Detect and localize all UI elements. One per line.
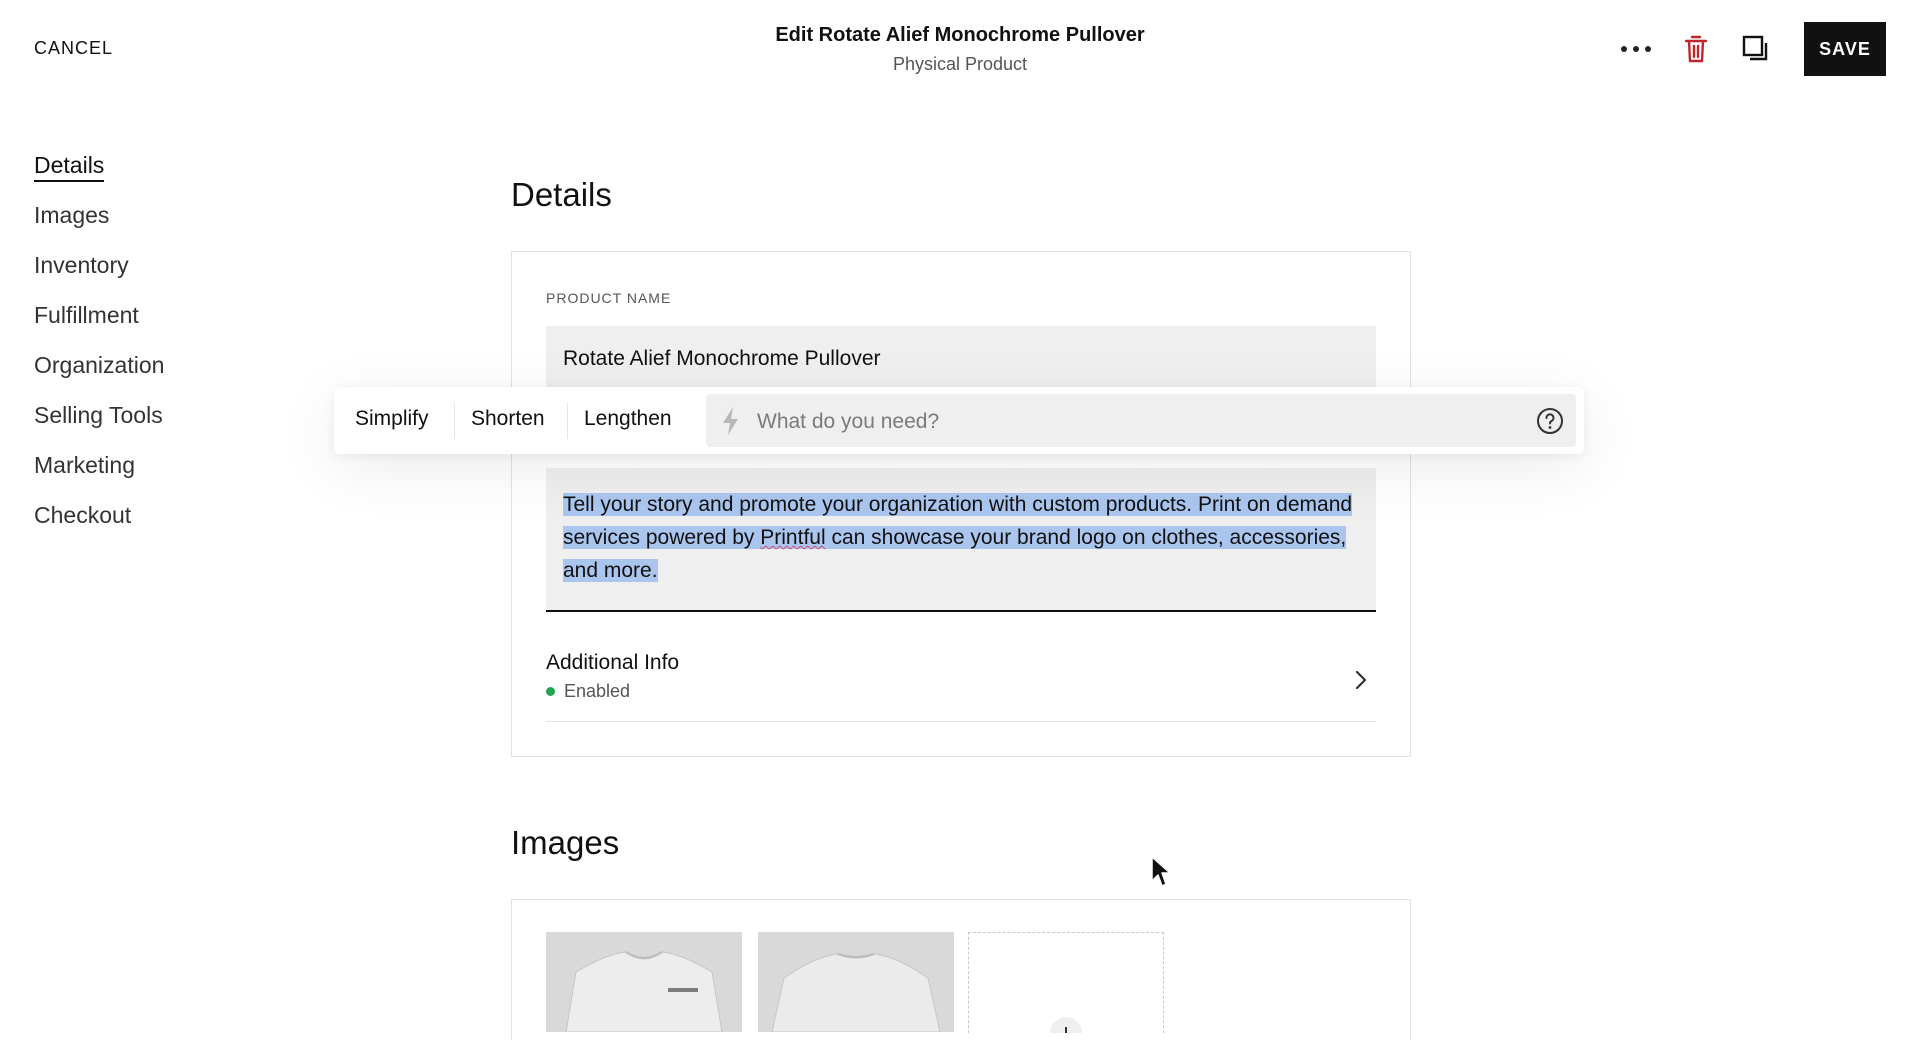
add-image-slot[interactable]: [968, 932, 1164, 1033]
save-button[interactable]: SAVE: [1804, 22, 1886, 76]
lightning-icon: [720, 406, 742, 436]
nav-item-label: Fulfillment: [34, 302, 139, 328]
status-dot: [546, 687, 555, 696]
ai-prompt-placeholder: What do you need?: [757, 410, 940, 433]
nav-item-checkout[interactable]: [34, 498, 164, 548]
trash-icon: [1684, 35, 1708, 63]
nav-item-label: Images: [34, 202, 110, 228]
more-icon: [1620, 45, 1652, 53]
ai-prompt-input[interactable]: [706, 394, 1576, 447]
description-editor[interactable]: [546, 468, 1376, 612]
images-heading: Images: [511, 824, 620, 861]
product-name-value: Rotate Alief Monochrome Pullover: [563, 347, 881, 370]
images-card: [511, 899, 1411, 1040]
description-part: can showcase your brand logo on clothes, accessories, and more.: [563, 526, 1347, 582]
nav-item-label: Organization: [34, 352, 165, 378]
ai-writing-toolbar: [334, 387, 1584, 454]
help-icon[interactable]: [1536, 407, 1564, 435]
nav-item-fulfillment[interactable]: [34, 298, 164, 348]
chevron-right-icon: [1354, 669, 1368, 691]
top-actions: [1600, 22, 1886, 76]
simplify-button[interactable]: Simplify: [355, 407, 429, 430]
additional-info-row[interactable]: [546, 645, 1376, 722]
status-text: Enabled: [564, 681, 631, 701]
selected-text: [563, 493, 1352, 582]
nav-item-label: Marketing: [34, 452, 135, 478]
add-image-icon: [1046, 1013, 1086, 1033]
nav-item-details[interactable]: [34, 148, 164, 198]
section-nav: [34, 148, 164, 548]
mouse-cursor-icon: [1150, 855, 1172, 889]
nav-item-label: Selling Tools: [34, 402, 163, 428]
delete-button[interactable]: [1672, 23, 1720, 75]
product-image-thumbnail[interactable]: [758, 932, 954, 1032]
description-text: [563, 488, 1353, 587]
page-subtitle: Physical Product: [892, 54, 1028, 74]
nav-item-label: Details: [34, 152, 104, 182]
lengthen-button[interactable]: Lengthen: [584, 407, 672, 430]
toolbar-divider: [567, 403, 568, 439]
additional-info-title: Additional Info: [546, 651, 680, 674]
nav-item-label: Inventory: [34, 252, 129, 278]
nav-item-images[interactable]: [34, 198, 164, 248]
more-options-button[interactable]: [1612, 23, 1660, 75]
cancel-button[interactable]: CANCEL: [34, 38, 114, 58]
duplicate-button[interactable]: [1732, 23, 1780, 75]
duplicate-icon: [1742, 35, 1770, 63]
sweatshirt-front-image: [546, 932, 742, 1032]
toolbar-divider: [454, 403, 455, 439]
nav-item-marketing[interactable]: [34, 448, 164, 498]
nav-item-selling-tools[interactable]: [34, 398, 164, 448]
details-card: [511, 251, 1411, 757]
nav-item-organization[interactable]: [34, 348, 164, 398]
page-title: Edit Rotate Alief Monochrome Pullover: [775, 24, 1145, 46]
shorten-button[interactable]: Shorten: [471, 407, 545, 430]
product-name-label: PRODUCT NAME: [546, 290, 672, 306]
nav-item-inventory[interactable]: [34, 248, 164, 298]
nav-item-label: Checkout: [34, 502, 132, 528]
details-heading: Details: [511, 176, 612, 213]
description-part: Tell your story and promote your organization with custom products. Print on demand services powered by: [563, 493, 1353, 549]
additional-info-status: [546, 681, 630, 702]
product-image-thumbnail[interactable]: [546, 932, 742, 1032]
spellcheck-word: Printful: [760, 526, 826, 549]
product-name-input[interactable]: [546, 326, 1376, 390]
sweatshirt-back-image: [758, 932, 954, 1032]
